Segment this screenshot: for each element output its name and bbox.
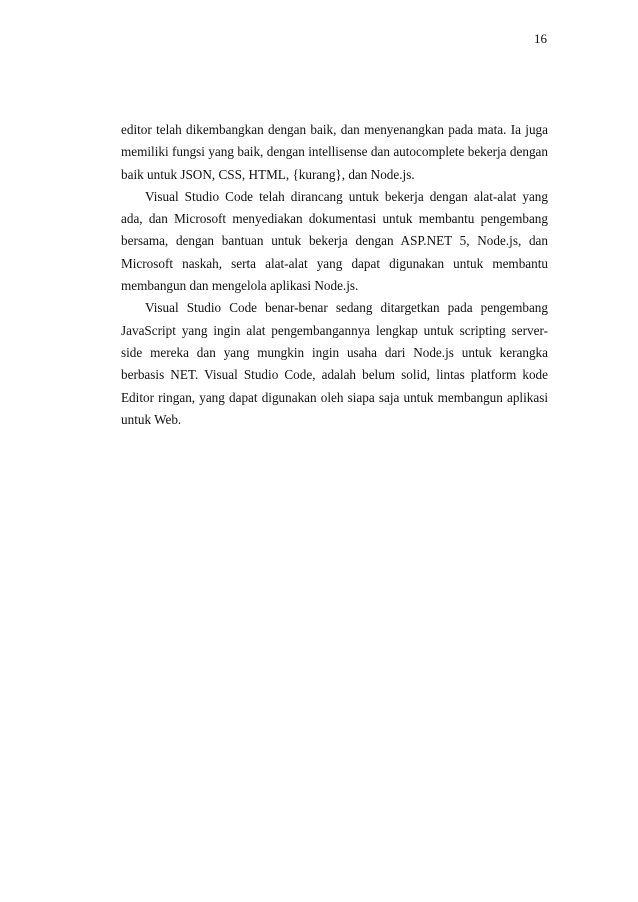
page-number: 16: [534, 31, 547, 46]
paragraph-continued-editor-description: editor telah dikembangkan dengan baik, dan menyenangkan pada mata. Ia juga memiliki fungsi yang baik, dengan intellisense dan autocomplete bekerja dengan baik untuk JSON, CSS, HTML, {kurang}, dan Node.js.: [121, 122, 548, 182]
paragraph-visual-studio-tools: Visual Studio Code telah dirancang untuk bekerja dengan alat-alat yang ada, dan Microsoft menyediakan dokumentasi untuk membantu pengembang bersama, dengan bantuan untuk bekerja dengan ASP.NET 5, Node.js, dan Microsoft naskah, serta alat-alat yang dapat digunakan untuk membantu membangun dan mengelola aplikasi Node.js.: [121, 188, 548, 294]
paragraph-javascript-target: Visual Studio Code benar-benar sedang ditargetkan pada pengembang JavaScript yang ingin alat pengembangannya lengkap untuk scripting server-side mereka dan yang mungkin ingin usaha dari Node.js untuk kerangka berbasis NET. Visual Studio Code, adalah belum solid, lintas platform kode Editor ringan, yang dapat digunakan oleh siapa saja untuk membangun aplikasi untuk Web.: [121, 300, 548, 427]
document-body: [121, 119, 548, 431]
